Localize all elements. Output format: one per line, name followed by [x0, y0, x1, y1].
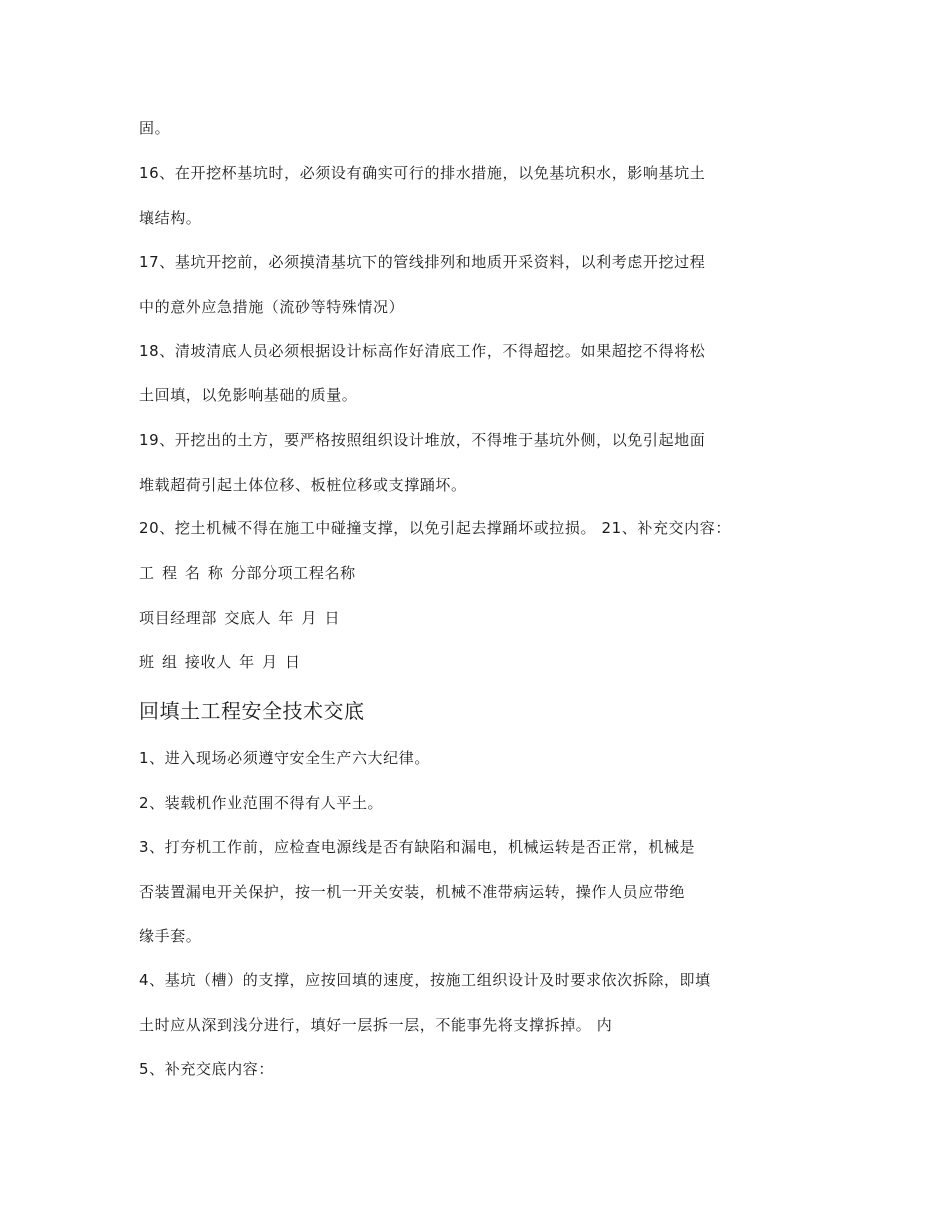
text-line: 缘手套。 — [139, 927, 202, 945]
form-field-line: 项目经理部 交底人 年 月 日 — [139, 609, 341, 627]
text-line: 堆载超荷引起土体位移、板桩位移或支撑踊坏。 — [139, 476, 467, 494]
text-line: 18、清坡清底人员必须根据设计标高作好清底工作，不得超挖。如果超挖不得将松 — [139, 342, 706, 360]
section-heading: 回填土工程安全技术交底 — [139, 699, 365, 723]
text-line: 1、进入现场必须遵守安全生产六大纪律。 — [139, 749, 430, 767]
form-field-line: 班 组 接收人 年 月 日 — [139, 653, 301, 671]
text-line: 16、在开挖杯基坑时，必须设有确实可行的排水措施，以免基坑积水，影响基坑土 — [139, 164, 706, 182]
text-line: 否装置漏电开关保护，按一机一开关安装，机械不准带病运转，操作人员应带绝 — [139, 883, 686, 901]
text-line: 4、基坑（槽）的支撑，应按回填的速度，按施工组织设计及时要求依次拆除，即填 — [139, 971, 711, 989]
form-field-line: 工 程 名 称 分部分项工程名称 — [139, 564, 356, 582]
text-line: 固。 — [139, 119, 171, 137]
text-line: 土时应从深到浅分进行，填好一层拆一层，不能事先将支撑拆掉。 内 — [139, 1016, 613, 1034]
text-line: 20、挖土机械不得在施工中碰撞支撑，以免引起去撑踊坏或拉损。 21、补充交内容： — [139, 519, 731, 537]
text-line: 2、装载机作业范围不得有人平土。 — [139, 794, 384, 812]
text-line: 5、补充交底内容： — [139, 1060, 274, 1078]
text-line: 土回填，以免影响基础的质量。 — [139, 386, 358, 404]
text-line: 19、开挖出的土方，要严格按照组织设计堆放，不得堆于基坑外侧，以免引起地面 — [139, 431, 706, 449]
text-line: 壤结构。 — [139, 209, 202, 227]
text-line: 中的意外应急措施（流砂等特殊情况） — [139, 298, 405, 316]
text-line: 3、打夯机工作前，应检查电源线是否有缺陷和漏电，机械运转是否正常，机械是 — [139, 838, 696, 856]
text-line: 17、基坑开挖前，必须摸清基坑下的管线排列和地质开采资料，以利考虑开挖过程 — [139, 253, 706, 271]
